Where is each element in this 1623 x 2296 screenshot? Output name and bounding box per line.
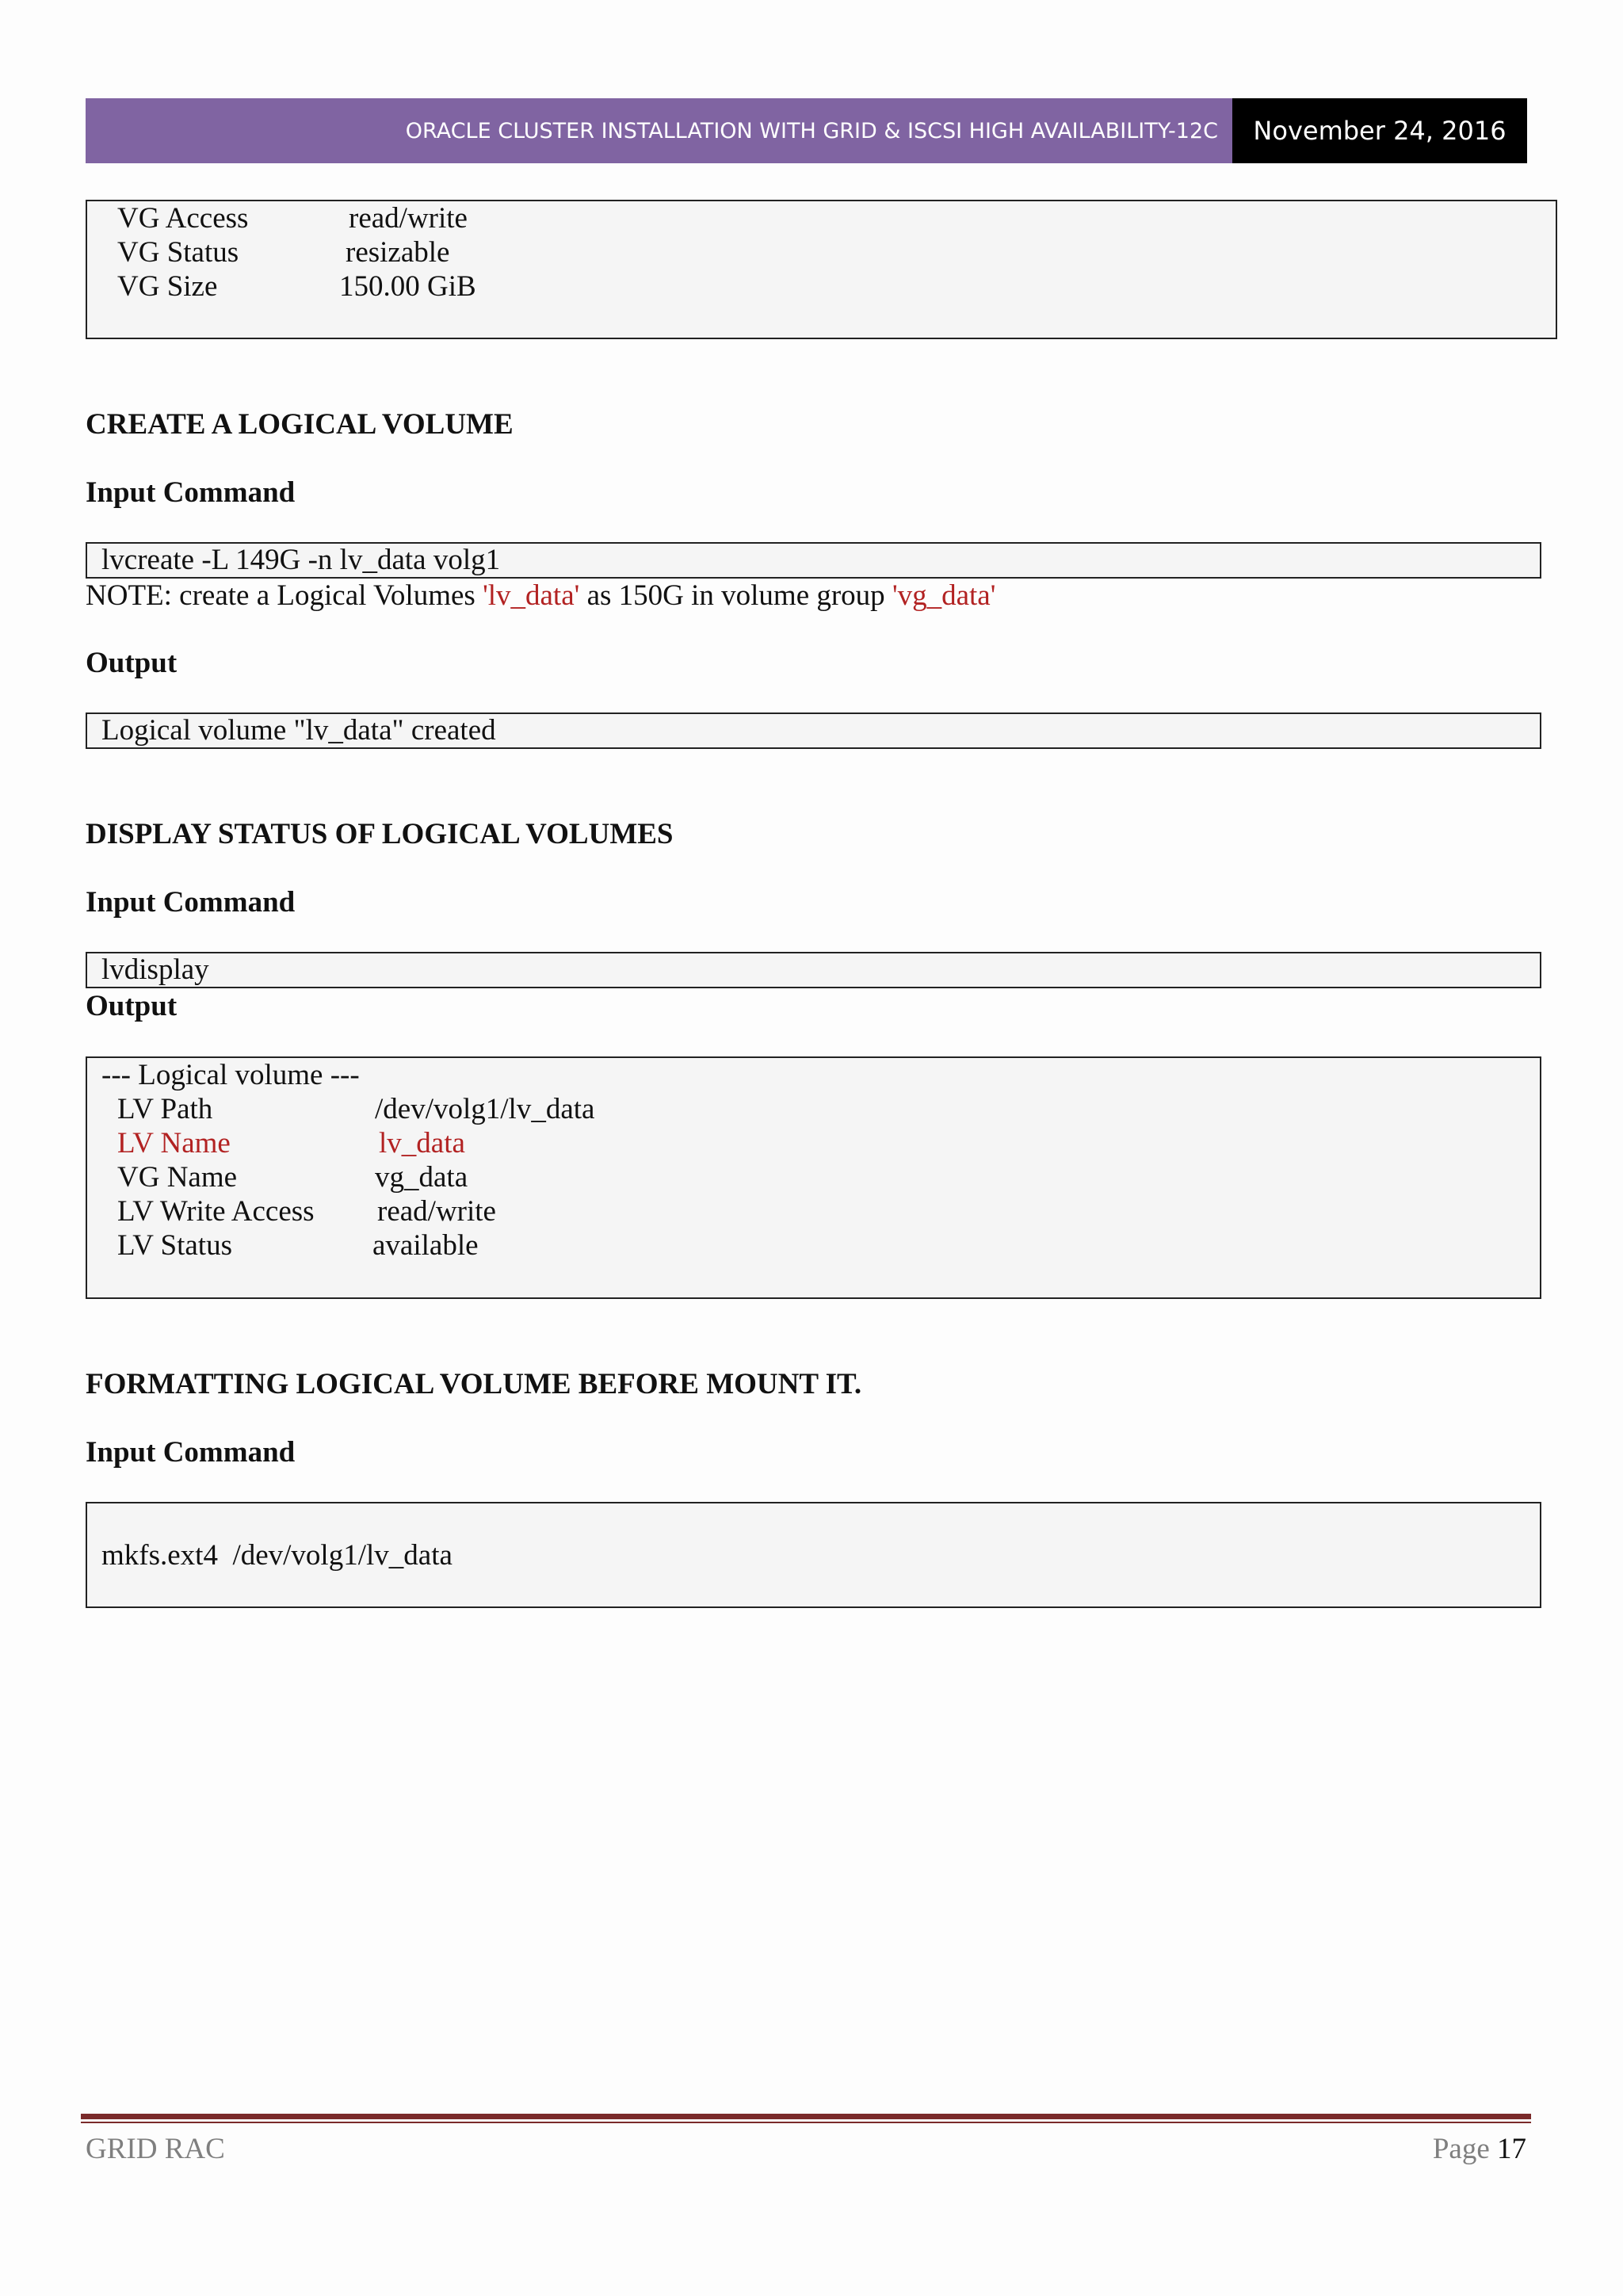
output-box-lvdisplay bbox=[86, 1056, 1541, 1299]
lv-value: read/write bbox=[377, 1195, 496, 1228]
command-box-lvcreate bbox=[86, 542, 1541, 579]
vg-info-box bbox=[86, 200, 1557, 339]
vg-row bbox=[117, 235, 1556, 269]
input-command-label: Input Command bbox=[86, 1436, 296, 1469]
section-heading-create-lv: CREATE A LOGICAL VOLUME bbox=[86, 408, 514, 441]
page-label: Page bbox=[1432, 2133, 1497, 2165]
lv-value: vg_data bbox=[375, 1161, 468, 1194]
lv-key: LV Write Access bbox=[117, 1195, 315, 1228]
footer-doc-name: GRID RAC bbox=[86, 2133, 225, 2165]
document-date: November 24, 2016 bbox=[1232, 98, 1527, 163]
command-text: lvcreate -L 149G -n lv_data volg1 bbox=[101, 544, 501, 576]
lv-value: available bbox=[372, 1229, 479, 1262]
page-header bbox=[86, 98, 1527, 163]
command-box-lvdisplay bbox=[86, 952, 1541, 988]
vg-key: VG Access bbox=[117, 202, 249, 235]
lv-key: LV Path bbox=[117, 1093, 213, 1125]
section-heading-display-lv: DISPLAY STATUS OF LOGICAL VOLUMES bbox=[86, 818, 674, 850]
command-text: lvdisplay bbox=[101, 953, 209, 986]
note-text bbox=[86, 579, 995, 613]
command-box-mkfs bbox=[86, 1502, 1541, 1608]
lv-row-highlight bbox=[117, 1126, 1540, 1160]
lv-value: lv_data bbox=[379, 1127, 465, 1159]
lv-key: VG Name bbox=[117, 1161, 238, 1194]
vg-row bbox=[117, 201, 1556, 235]
lv-row bbox=[117, 1092, 1540, 1126]
document-title: ORACLE CLUSTER INSTALLATION WITH GRID & ISCSI HIGH AVAILABILITY-12C bbox=[86, 98, 1232, 163]
lv-row bbox=[117, 1228, 1540, 1263]
output-label: Output bbox=[86, 990, 178, 1022]
vg-row bbox=[117, 269, 1556, 304]
output-label: Output bbox=[86, 647, 178, 679]
output-box-lvcreate bbox=[86, 712, 1541, 749]
lv-output-title: --- Logical volume --- bbox=[101, 1059, 360, 1091]
section-heading-format-lv: FORMATTING LOGICAL VOLUME BEFORE MOUNT IT. bbox=[86, 1368, 862, 1400]
note-lv-name: 'lv_data' bbox=[483, 579, 580, 612]
input-command-label: Input Command bbox=[86, 476, 296, 509]
footer-rule bbox=[81, 2114, 1531, 2119]
footer-rule-thin bbox=[81, 2122, 1531, 2123]
lv-key: LV Name bbox=[117, 1127, 231, 1159]
vg-key: VG Size bbox=[117, 270, 218, 303]
vg-value: resizable bbox=[346, 236, 450, 269]
note-mid: as 150G in volume group bbox=[579, 579, 892, 612]
lv-row bbox=[117, 1194, 1540, 1228]
vg-value: read/write bbox=[349, 202, 468, 235]
vg-value: 150.00 GiB bbox=[339, 270, 476, 303]
note-vg-name: 'vg_data' bbox=[892, 579, 996, 612]
lv-row bbox=[117, 1160, 1540, 1194]
command-text: mkfs.ext4 /dev/volg1/lv_data bbox=[101, 1538, 453, 1572]
note-prefix: NOTE: create a Logical Volumes bbox=[86, 579, 483, 612]
lv-value: /dev/volg1/lv_data bbox=[375, 1093, 595, 1125]
page-number bbox=[1433, 2132, 1526, 2166]
vg-key: VG Status bbox=[117, 236, 239, 269]
output-text: Logical volume "lv_data" created bbox=[101, 714, 496, 747]
lv-key: LV Status bbox=[117, 1229, 232, 1262]
page-number-value: 17 bbox=[1497, 2133, 1526, 2165]
input-command-label: Input Command bbox=[86, 886, 296, 919]
